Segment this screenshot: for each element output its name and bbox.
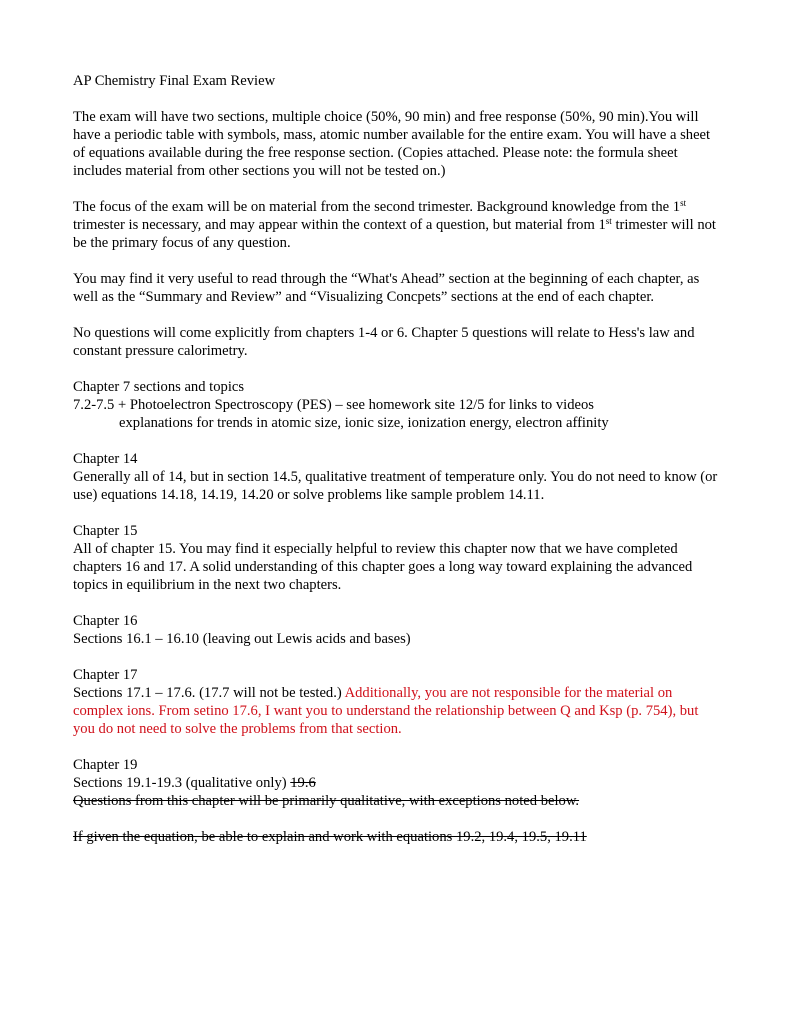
chapter-15-section [73, 522, 723, 594]
focus-text-3: trimester will not be the primary focus of any question. [73, 217, 716, 251]
chapter-19-line-1 [73, 774, 723, 792]
document-page [73, 72, 723, 864]
intro-paragraph: The exam will have two sections, multiple choice (50%, 90 min) and free response (50%, 90 min).You will have a periodic table with symbols, mass, atomic number available for the entire exam. You will have a sheet of equations available during the free response section. (Copies attached. Please note: the formula sheet includes material from other sections you will not be tested on.) [73, 109, 711, 179]
useful-paragraph: You may find it very useful to read through the “What's Ahead” section at the beginning of each chapter, as well as the “Summary and Review” and “Visualizing Concpets” sections at the end of each chapter. [73, 271, 700, 305]
chapter-17-section [73, 666, 723, 738]
document-title: AP Chemistry Final Exam Review [73, 73, 276, 89]
chapter-17-body-text: Sections 17.1 – 17.6. (17.7 will not be tested.) [73, 685, 345, 701]
focus-text-2: trimester is necessary, and may appear within the context of a question, but material from 1 [73, 217, 606, 233]
chapter-7-heading: Chapter 7 sections and topics [73, 379, 245, 395]
focus-paragraph [73, 198, 723, 252]
focus-sup-2: st [605, 216, 612, 227]
chapter-15-body: All of chapter 15. You may find it especially helpful to review this chapter now that we have completed chapters 16 and 17. A solid understanding of this chapter goes a long way toward explaining the advanced topics in equilibrium in the next two chapters. [73, 541, 693, 593]
focus-text-1: The focus of the exam will be on material from the second trimester. Background knowledge from the 1 [73, 199, 681, 215]
focus-sup-1: st [680, 198, 687, 209]
chapter-19-struck-line-3: If given the equation, be able to explain and work with equations 19.2, 19.4, 19.5, 19.11 [73, 829, 587, 845]
chapter-17-body [73, 684, 723, 738]
chapter-19-struck-line-2: Questions from this chapter will be primarily qualitative, with exceptions noted below. [73, 793, 580, 809]
chapter-15-heading: Chapter 15 [73, 523, 138, 539]
chapter-14-section [73, 450, 723, 504]
chapter-7-section [73, 378, 723, 432]
chapter-16-section [73, 612, 723, 648]
chapter-14-body: Generally all of 14, but in section 14.5, qualitative treatment of temperature only. You do not need to know (or use) equations 14.18, 14.19, 14.20 or solve problems like sample problem 14.11. [73, 469, 718, 503]
chapter-14-heading: Chapter 14 [73, 451, 138, 467]
chapter-7-line-2: explanations for trends in atomic size, ionic size, ionization energy, electron affinity [119, 415, 609, 431]
chapter-19-struck-section: 19.6 [290, 775, 316, 791]
chapter-19-section [73, 756, 723, 810]
chapter-19-heading: Chapter 19 [73, 757, 138, 773]
chapter-16-heading: Chapter 16 [73, 613, 138, 629]
chapter-19-sections: Sections 19.1-19.3 (qualitative only) [73, 775, 291, 791]
chapter-7-line-1: 7.2-7.5 + Photoelectron Spectroscopy (PES) – see homework site 12/5 for links to videos [73, 397, 594, 413]
chapter-17-heading: Chapter 17 [73, 667, 138, 683]
no-questions-paragraph: No questions will come explicitly from chapters 1-4 or 6. Chapter 5 questions will relate to Hess's law and constant pressure calorimetry. [73, 325, 695, 359]
chapter-17-red-note: Additionally, you are not responsible for the material on complex ions. From setino 17.6, I want you to understand the relationship between Q and Ksp (p. 754), but you do not need to solve the problems from that section. [73, 685, 699, 737]
chapter-16-body: Sections 16.1 – 16.10 (leaving out Lewis acids and bases) [73, 631, 411, 647]
